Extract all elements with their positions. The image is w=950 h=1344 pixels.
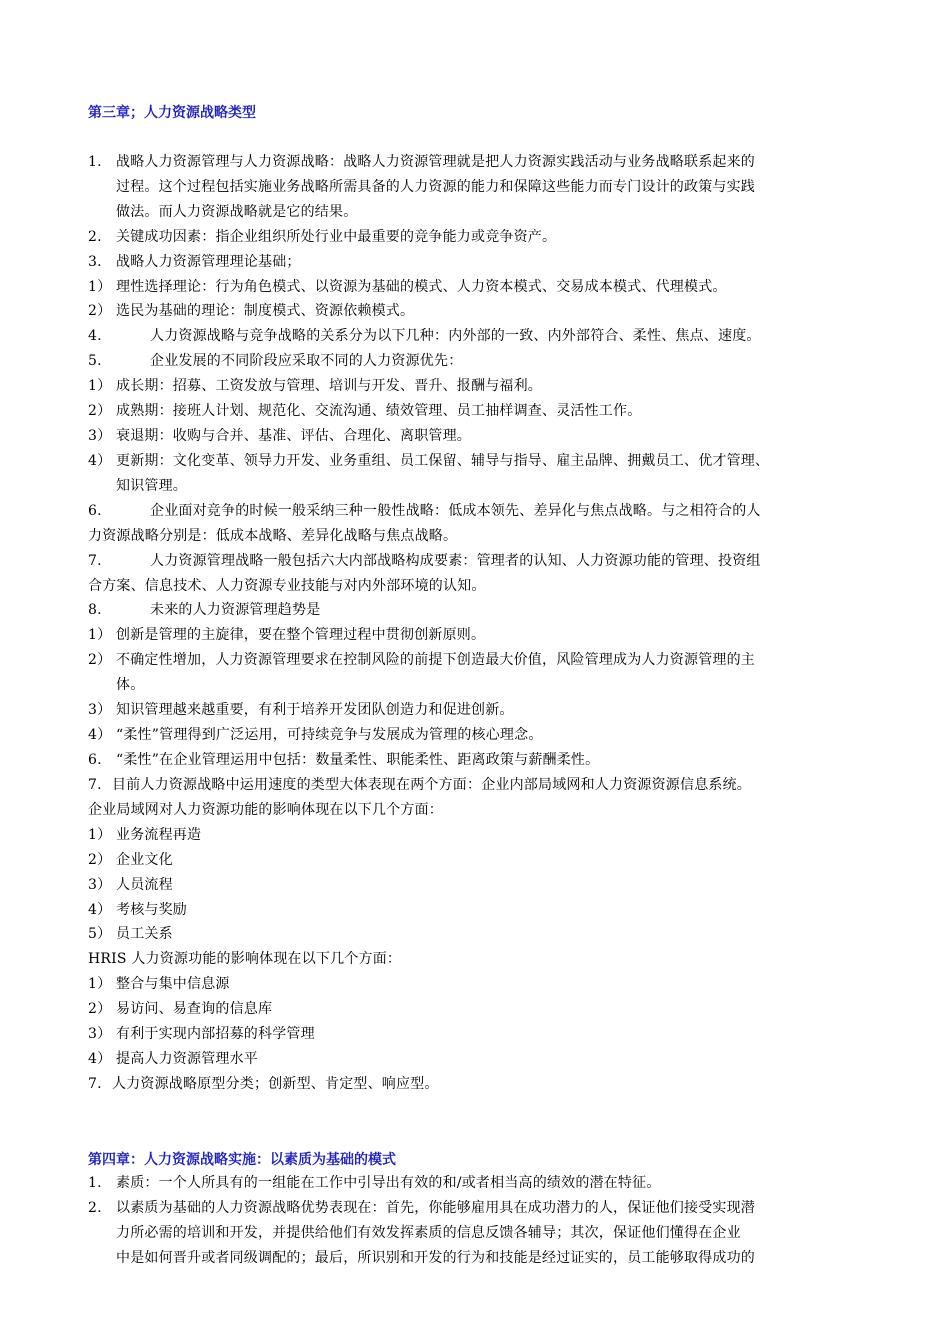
list-marker: 2）: [88, 303, 112, 319]
list-item: [88, 725, 890, 745]
list-item: [88, 1049, 890, 1069]
list-marker: 1）: [88, 279, 112, 295]
list-text: 人员流程: [116, 877, 173, 893]
list-item: [88, 875, 890, 895]
list-item: [88, 1173, 890, 1193]
list-item: [88, 501, 890, 521]
list-item: [88, 924, 890, 944]
list-marker: 6.: [88, 752, 102, 768]
list-text: 战略人力资源管理理论基础；: [116, 254, 301, 270]
list-text: 成长期：招募、工资发放与管理、培训与开发、晋升、报酬与福利。: [116, 378, 542, 394]
list-item: [88, 775, 890, 795]
list-text: 人力资源战略与竞争战略的关系分为以下几种：内外部的一致、内外部符合、柔性、焦点、速度。: [150, 328, 761, 344]
list-item: [88, 227, 890, 247]
list-text: 人力资源战略原型分类；创新型、肯定型、响应型。: [112, 1076, 439, 1092]
list-text: 不确定性增加，人力资源管理要求在控制风险的前提下创造最大价值，风险管理成为人力资源管理的主: [116, 652, 755, 668]
list-marker: 4）: [88, 902, 112, 918]
list-item: [88, 326, 890, 346]
chapter4-title: 第四章：人力资源战略实施：以素质为基础的模式: [88, 1152, 396, 1168]
list-marker: 4）: [88, 453, 112, 469]
list-marker: 2.: [88, 1200, 102, 1216]
list-item: [88, 426, 890, 446]
list-marker: 2.: [88, 229, 102, 245]
list-item: [88, 750, 890, 770]
chapter3-title: 第三章；人力资源战略类型: [88, 105, 256, 121]
list-item: [88, 700, 890, 720]
list-text: “柔性”管理得到广泛运用，可持续竞争与发展成为管理的核心理念。: [116, 727, 543, 743]
list-marker: 3）: [88, 877, 112, 893]
list-marker: 4.: [88, 328, 102, 344]
list-text: 人力资源管理战略一般包括六大内部战略构成要素：管理者的认知、人力资源功能的管理、投资组: [150, 553, 761, 569]
list-marker: 5.: [88, 353, 102, 369]
list-marker: 3）: [88, 702, 112, 718]
list-text: 目前人力资源战略中运用速度的类型大体表现在两个方面：企业内部局域网和人力资源资源信息系统。: [112, 777, 751, 793]
list-text: 未来的人力资源管理趋势是: [150, 602, 321, 618]
list-item: [88, 625, 890, 645]
list-text: 企业面对竞争的时候一般采纳三种一般性战略：低成本领先、差异化与焦点战略。与之相符合的人: [150, 503, 761, 519]
list-text: 有利于实现内部招募的科学管理: [116, 1026, 315, 1042]
list-marker: 1.: [88, 1175, 102, 1191]
list-text: 做法。而人力资源战略就是它的结果。: [116, 204, 358, 220]
list-item-continuation: [116, 1248, 890, 1268]
list-text: 知识管理越来越重要，有利于培养开发团队创造力和促进创新。: [116, 702, 514, 718]
list-marker: 1.: [88, 154, 102, 170]
list-text: 关键成功因素：指企业组织所处行业中最重要的竞争能力或竞争资产。: [116, 229, 557, 245]
list-text: 战略人力资源管理与人力资源战略：战略人力资源管理就是把人力资源实践活动与业务战略联系起来的: [116, 154, 755, 170]
paragraph: [88, 800, 890, 820]
list-item-continuation: [116, 1223, 890, 1243]
list-text: 成熟期：接班人计划、规范化、交流沟通、绩效管理、员工抽样调查、灵活性工作。: [116, 403, 642, 419]
list-marker: 5）: [88, 926, 112, 942]
list-text: 更新期：文化变革、领导力开发、业务重组、员工保留、辅导与指导、雇主品牌、拥戴员工、优才管理、: [116, 453, 770, 469]
list-item: [88, 600, 890, 620]
list-text: 理性选择理论：行为角色模式、以资源为基础的模式、人力资本模式、交易成本模式、代理模式。: [116, 279, 727, 295]
list-item: [88, 451, 890, 471]
list-item: [88, 1024, 890, 1044]
list-text: 力资源战略分别是：低成本战略、差异化战略与焦点战略。: [88, 528, 458, 544]
list-marker: 3.: [88, 254, 102, 270]
list-item: [88, 900, 890, 920]
list-text: 素质：一个人所具有的一组能在工作中引导出有效的和/或者相当高的绩效的潜在特征。: [116, 1175, 661, 1191]
list-marker: 2）: [88, 1001, 112, 1017]
list-item: [88, 825, 890, 845]
list-item: [88, 351, 890, 371]
list-text: HRIS 人力资源功能的影响体现在以下几个方面：: [88, 951, 402, 967]
list-text: 企业发展的不同阶段应采取不同的人力资源优先：: [150, 353, 463, 369]
list-marker: 7.: [88, 553, 102, 569]
list-item: [88, 1198, 890, 1218]
paragraph-continuation: [88, 576, 890, 596]
list-item: [88, 301, 890, 321]
list-item-continuation: [116, 675, 890, 695]
list-text: 衰退期：收购与合并、基准、评估、合理化、离职管理。: [116, 428, 471, 444]
list-item: [88, 277, 890, 297]
list-item: [88, 376, 890, 396]
list-text: “柔性”在企业管理运用中包括：数量柔性、职能柔性、距离政策与薪酬柔性。: [116, 752, 600, 768]
list-marker: 6.: [88, 503, 102, 519]
list-text: 选民为基础的理论：制度模式、资源依赖模式。: [116, 303, 415, 319]
list-marker: 8.: [88, 602, 102, 618]
list-item-continuation: [116, 202, 890, 222]
list-item: [88, 401, 890, 421]
list-marker: 4）: [88, 727, 112, 743]
paragraph: [88, 949, 890, 969]
list-marker: 2）: [88, 403, 112, 419]
list-marker: 3）: [88, 428, 112, 444]
list-item: [88, 252, 890, 272]
list-text: 业务流程再造: [116, 827, 202, 843]
list-item: [88, 850, 890, 870]
list-item: [88, 999, 890, 1019]
list-marker: 1）: [88, 827, 112, 843]
list-text: 企业文化: [116, 852, 173, 868]
list-item: [88, 551, 890, 571]
list-text: 考核与奖励: [116, 902, 187, 918]
list-text: 过程。这个过程包括实施业务战略所需具备的人力资源的能力和保障这些能力而专门设计的政策与实践: [116, 179, 755, 195]
list-item-continuation: [116, 177, 890, 197]
list-text: 知识管理。: [116, 478, 187, 494]
list-text: 企业局域网对人力资源功能的影响体现在以下几个方面：: [88, 802, 443, 818]
list-marker: 4）: [88, 1051, 112, 1067]
list-item: [88, 974, 890, 994]
list-text: 创新是管理的主旋律，要在整个管理过程中贯彻创新原则。: [116, 627, 486, 643]
list-text: 提高人力资源管理水平: [116, 1051, 258, 1067]
paragraph-continuation: [88, 526, 890, 546]
list-marker: 7.: [88, 1076, 102, 1092]
list-marker: 1）: [88, 627, 112, 643]
list-text: 易访问、易查询的信息库: [116, 1001, 273, 1017]
list-text: 力所必需的培训和开发，并提供给他们有效发挥素质的信息反馈各辅导；其次，保证他们懂得在企业: [116, 1225, 741, 1241]
list-item-continuation: [116, 476, 890, 496]
list-text: 整合与集中信息源: [116, 976, 230, 992]
list-item: [88, 152, 890, 172]
list-text: 员工关系: [116, 926, 173, 942]
list-marker: 2）: [88, 852, 112, 868]
list-marker: 7.: [88, 777, 102, 793]
list-item: [88, 650, 890, 670]
list-marker: 1）: [88, 976, 112, 992]
list-marker: 2）: [88, 652, 112, 668]
list-text: 体。: [116, 677, 145, 693]
list-text: 中是如何晋升或者同级调配的；最后，所识别和开发的行为和技能是经过证实的，员工能够取得成功的: [116, 1250, 755, 1266]
list-marker: 1）: [88, 378, 112, 394]
list-text: 以素质为基础的人力资源战略优势表现在：首先，你能够雇用具在成功潜力的人，保证他们接受实现潜: [116, 1200, 755, 1216]
list-text: 合方案、信息技术、人力资源专业技能与对内外部环境的认知。: [88, 578, 486, 594]
list-item: [88, 1074, 890, 1094]
list-marker: 3）: [88, 1026, 112, 1042]
